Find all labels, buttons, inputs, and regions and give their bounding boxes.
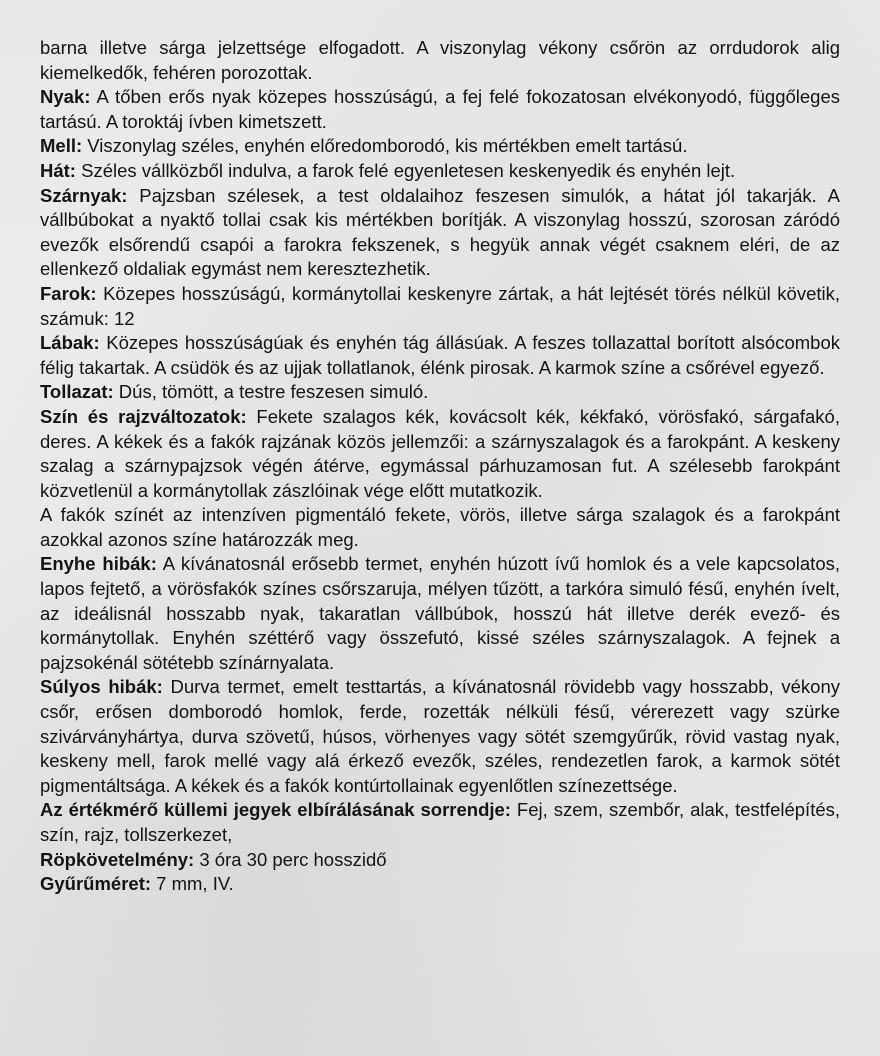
paragraph-text: Dús, tömött, a testre feszesen simuló. — [113, 381, 429, 403]
paragraph-text: Közepes hosszúságú, kormánytollai keskenyre zártak, a hát lejtését törés nélkül követik, számuk: 12 — [40, 282, 840, 329]
text-column — [40, 36, 840, 897]
paragraph-text: A kívánatosnál erősebb termet, enyhén húzott ívű homlok és a vele kapcsolatos, lapos fejtető, a vörösfakók színes csőrszaruja, mélyen tűzött, a tarkóra simuló fésű, enyhén ívelt, az ideálisnál hosszabb nyak, takaratlan vállbúbok, hosszú hát illetve derék evező- és kormánytollak. Enyhén széttérő vagy összefutó, kissé széles szárnyszalagok. A fejnek a pajzsokénál sötétebb színárnyalata. — [40, 553, 840, 673]
paragraph-label: Farok: — [40, 282, 97, 304]
paragraph-text: Viszonylag széles, enyhén előredomborodó, kis mértékben emelt tartású. — [82, 135, 688, 157]
paragraph-text: 3 óra 30 perc hosszidő — [194, 848, 387, 870]
paragraph-label: Tollazat: — [40, 381, 114, 403]
paragraph-sorrend — [40, 798, 840, 847]
paragraph-ropkovetelmeny — [40, 848, 840, 873]
paragraph-label: Súlyos hibák: — [40, 676, 163, 698]
paragraph-text: Közepes hosszúságúak és enyhén tág állásúak. A feszes tollazattal borított alsócombok félig takartak. A csüdök és az ujjak tollatlanok, élénk pirosak. A karmok színe a csőrével egyező. — [40, 332, 840, 378]
paragraph-label: Hát: — [40, 159, 76, 181]
paragraph-label: Enyhe hibák: — [40, 553, 157, 575]
paragraph-intro — [40, 36, 840, 85]
paragraph-text: Fekete szalagos kék, kovácsolt kék, kékfakó, vörösfakó, sárgafakó, deres. A kékek és a fakók rajzának közös jellemzői: a szárnyszalagok és a farokpánt. A keskeny szalag a szárnypajzsok végén átérve, egymással párhuzamosan fut. A szélesebb farokpánt közvetlenül a kormánytollak zászlóinak vége előtt mutatkozik. — [40, 405, 840, 501]
paragraph-tollazat — [40, 380, 840, 405]
paragraph-szarnyak — [40, 184, 840, 282]
paragraph-text: Pajzsban szélesek, a test oldalaihoz feszesen simulók, a hátat jól takarják. A vállbúbokat a nyaktő tollai csak kis mértékben borítják. A viszonylag hosszú, szorosan záródó evezők elsőrendű csapói a farokra fekszenek, s hegyük annak végét csaknem eléri, de az ellenkező oldaliak egymást nem keresztezhetik. — [40, 184, 840, 280]
paragraph-label: Szárnyak: — [40, 184, 128, 206]
paragraph-label: Az értékmérő küllemi jegyek elbírálásának sorrendje: — [40, 799, 511, 821]
paragraph-sulyos-hibak — [40, 675, 840, 798]
paragraph-fakok — [40, 503, 840, 552]
paragraph-gyurumeret — [40, 872, 840, 897]
paragraph-label: Lábak: — [40, 332, 100, 354]
paragraph-farok — [40, 282, 840, 331]
paragraph-label: Röpkövetelmény: — [40, 848, 195, 870]
paragraph-label: Szín és rajzváltozatok: — [40, 405, 247, 427]
paragraph-text: Durva termet, emelt testtartás, a kívánatosnál rövidebb vagy hosszabb, vékony csőr, erősen domborodó homlok, ferde, rozetták nélküli fésű, vérerezett vagy szürke szivárványhártya, durva szövetű, húsos, vörhenyes vagy sötét szemgyűrűk, rövid vastag nyak, keskeny mell, farok mellé vagy alá érkező evezők, széles, rendezetlen farok, a karmok sötét pigmentáltsága. A kékek és a fakók kontúrtollainak egyenlőtlen színezettsége. — [40, 676, 841, 796]
paragraph-enyhe-hibak — [40, 552, 840, 675]
paragraph-text: A fakók színét az intenzíven pigmentáló fekete, vörös, illetve sárga szalagok és a farokpánt azokkal azonos színe határozzák meg. — [40, 504, 840, 550]
paragraph-text: 7 mm, IV. — [151, 873, 234, 895]
paragraph-text: A tőben erős nyak közepes hosszúságú, a fej felé fokozatosan elvékonyodó, függőleges tartású. A toroktáj ívben kimetszett. — [40, 86, 840, 132]
paragraph-label: Mell: — [40, 135, 83, 157]
paragraph-label: Nyak: — [40, 86, 91, 108]
paragraph-label: Gyűrűméret: — [40, 873, 152, 895]
paragraph-hat — [40, 159, 840, 184]
paragraph-labak — [40, 331, 840, 380]
paragraph-mell — [40, 134, 840, 159]
paragraph-text: Fej, szem, szembőr, alak, testfelépítés, szín, rajz, tollszerkezet, — [40, 799, 841, 845]
paragraph-szin — [40, 405, 840, 503]
paragraph-nyak — [40, 85, 840, 134]
paragraph-text: Széles vállközből indulva, a farok felé egyenletesen keskenyedik és enyhén lejt. — [75, 159, 736, 181]
paragraph-text: barna illetve sárga jelzettsége elfogadott. A viszonylag vékony csőrön az orrdudorok alig kiemelkedők, fehéren porozottak. — [40, 37, 840, 83]
